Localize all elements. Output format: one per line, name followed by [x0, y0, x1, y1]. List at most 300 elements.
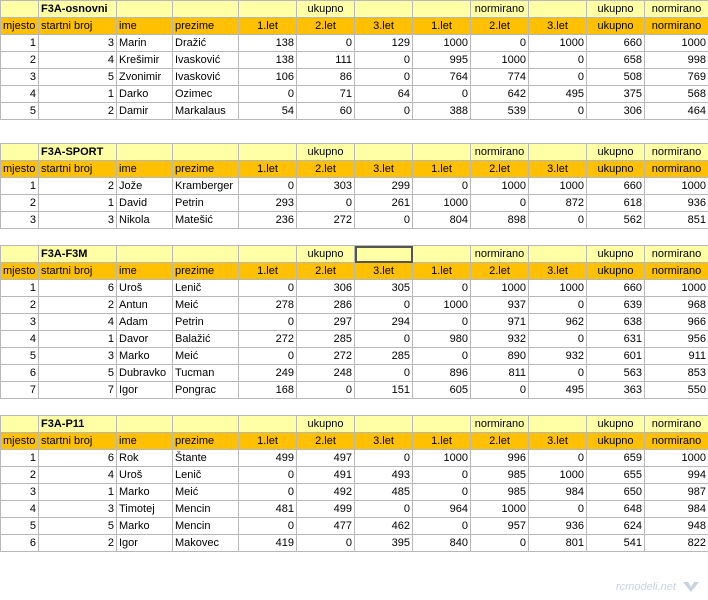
- section-title[interactable]: F3A-F3M: [39, 246, 117, 263]
- data-cell[interactable]: 650: [587, 484, 645, 501]
- data-cell[interactable]: Jože: [117, 178, 173, 195]
- data-cell[interactable]: 0: [413, 484, 471, 501]
- data-cell[interactable]: 822: [645, 535, 708, 552]
- data-cell[interactable]: 2: [1, 52, 39, 69]
- data-cell[interactable]: 477: [297, 518, 355, 535]
- cell-empty[interactable]: [413, 416, 471, 433]
- data-cell[interactable]: 0: [355, 450, 413, 467]
- data-cell[interactable]: 4: [1, 86, 39, 103]
- data-cell[interactable]: 987: [645, 484, 708, 501]
- data-cell[interactable]: Adam: [117, 314, 173, 331]
- data-cell[interactable]: 811: [471, 365, 529, 382]
- data-cell[interactable]: 0: [239, 280, 297, 297]
- data-cell[interactable]: 872: [529, 195, 587, 212]
- group-label-normirano[interactable]: normirano: [471, 144, 529, 161]
- column-header[interactable]: 1.let: [239, 263, 297, 280]
- data-cell[interactable]: 0: [239, 467, 297, 484]
- data-cell[interactable]: 541: [587, 535, 645, 552]
- data-cell[interactable]: Uroš: [117, 467, 173, 484]
- data-cell[interactable]: 6: [39, 450, 117, 467]
- data-cell[interactable]: 5: [39, 518, 117, 535]
- column-header[interactable]: startni broj: [39, 263, 117, 280]
- group-label-ukupno[interactable]: ukupno: [587, 416, 645, 433]
- data-cell[interactable]: 4: [1, 331, 39, 348]
- cell-empty[interactable]: [413, 246, 471, 263]
- data-cell[interactable]: 962: [529, 314, 587, 331]
- spacer-cell[interactable]: [1, 120, 708, 144]
- data-cell[interactable]: 985: [471, 467, 529, 484]
- data-cell[interactable]: 957: [471, 518, 529, 535]
- data-cell[interactable]: 4: [39, 467, 117, 484]
- data-cell[interactable]: Nikola: [117, 212, 173, 229]
- section-title[interactable]: F3A-osnovni: [39, 1, 117, 18]
- data-cell[interactable]: 1: [39, 195, 117, 212]
- cell-empty[interactable]: [355, 246, 413, 263]
- cell-empty[interactable]: [239, 144, 297, 161]
- column-header[interactable]: startni broj: [39, 433, 117, 450]
- cell-empty[interactable]: [173, 416, 239, 433]
- cell-empty[interactable]: [239, 246, 297, 263]
- data-cell[interactable]: 932: [471, 331, 529, 348]
- column-header[interactable]: 3.let: [355, 263, 413, 280]
- data-cell[interactable]: 495: [529, 86, 587, 103]
- data-cell[interactable]: 601: [587, 348, 645, 365]
- column-header[interactable]: 2.let: [471, 161, 529, 178]
- group-label-normirano[interactable]: normirano: [645, 246, 708, 263]
- data-cell[interactable]: 464: [645, 103, 708, 120]
- data-cell[interactable]: 462: [355, 518, 413, 535]
- cell-empty[interactable]: [239, 1, 297, 18]
- data-cell[interactable]: Balažić: [173, 331, 239, 348]
- data-cell[interactable]: 840: [413, 535, 471, 552]
- data-cell[interactable]: 638: [587, 314, 645, 331]
- data-cell[interactable]: Matešić: [173, 212, 239, 229]
- data-cell[interactable]: 980: [413, 331, 471, 348]
- data-cell[interactable]: 1000: [529, 280, 587, 297]
- data-cell[interactable]: 0: [529, 212, 587, 229]
- data-cell[interactable]: David: [117, 195, 173, 212]
- data-cell[interactable]: 2: [39, 535, 117, 552]
- column-header[interactable]: ime: [117, 263, 173, 280]
- column-header[interactable]: 3.let: [529, 433, 587, 450]
- data-cell[interactable]: 7: [1, 382, 39, 399]
- data-cell[interactable]: 278: [239, 297, 297, 314]
- data-cell[interactable]: 492: [297, 484, 355, 501]
- data-cell[interactable]: 2: [1, 297, 39, 314]
- column-header[interactable]: mjesto: [1, 433, 39, 450]
- cell-empty[interactable]: [239, 416, 297, 433]
- data-cell[interactable]: 1000: [471, 280, 529, 297]
- data-cell[interactable]: 5: [1, 518, 39, 535]
- data-cell[interactable]: 1: [1, 280, 39, 297]
- data-cell[interactable]: 0: [471, 535, 529, 552]
- data-cell[interactable]: 3: [39, 501, 117, 518]
- column-header[interactable]: 2.let: [297, 263, 355, 280]
- data-cell[interactable]: 998: [645, 52, 708, 69]
- data-cell[interactable]: 0: [413, 348, 471, 365]
- data-cell[interactable]: 285: [355, 348, 413, 365]
- group-label-ukupno[interactable]: ukupno: [297, 416, 355, 433]
- data-cell[interactable]: 0: [529, 69, 587, 86]
- data-cell[interactable]: 971: [471, 314, 529, 331]
- data-cell[interactable]: Igor: [117, 535, 173, 552]
- data-cell[interactable]: 2: [1, 467, 39, 484]
- data-cell[interactable]: 261: [355, 195, 413, 212]
- data-cell[interactable]: 568: [645, 86, 708, 103]
- data-cell[interactable]: 0: [297, 195, 355, 212]
- data-cell[interactable]: 363: [587, 382, 645, 399]
- data-cell[interactable]: 890: [471, 348, 529, 365]
- data-cell[interactable]: 7: [39, 382, 117, 399]
- group-label-ukupno[interactable]: ukupno: [587, 1, 645, 18]
- data-cell[interactable]: 618: [587, 195, 645, 212]
- column-header[interactable]: mjesto: [1, 263, 39, 280]
- data-cell[interactable]: 2: [39, 178, 117, 195]
- column-header[interactable]: normirano: [645, 433, 708, 450]
- data-cell[interactable]: 769: [645, 69, 708, 86]
- column-header[interactable]: ukupno: [587, 263, 645, 280]
- data-cell[interactable]: 660: [587, 178, 645, 195]
- column-header[interactable]: 3.let: [529, 161, 587, 178]
- data-cell[interactable]: 0: [471, 382, 529, 399]
- data-cell[interactable]: 3: [1, 484, 39, 501]
- data-cell[interactable]: 493: [355, 467, 413, 484]
- data-cell[interactable]: 508: [587, 69, 645, 86]
- column-header[interactable]: startni broj: [39, 161, 117, 178]
- data-cell[interactable]: 550: [645, 382, 708, 399]
- data-cell[interactable]: 0: [413, 86, 471, 103]
- data-cell[interactable]: 0: [413, 178, 471, 195]
- data-cell[interactable]: 138: [239, 35, 297, 52]
- group-label-ukupno[interactable]: ukupno: [587, 246, 645, 263]
- cell-empty[interactable]: [117, 144, 173, 161]
- data-cell[interactable]: 0: [529, 365, 587, 382]
- data-cell[interactable]: Meić: [173, 297, 239, 314]
- data-cell[interactable]: 236: [239, 212, 297, 229]
- data-cell[interactable]: 495: [529, 382, 587, 399]
- data-cell[interactable]: 0: [239, 178, 297, 195]
- data-cell[interactable]: 395: [355, 535, 413, 552]
- data-cell[interactable]: 3: [39, 35, 117, 52]
- data-cell[interactable]: 1000: [645, 280, 708, 297]
- data-cell[interactable]: 1000: [471, 52, 529, 69]
- column-header[interactable]: ime: [117, 433, 173, 450]
- data-cell[interactable]: 956: [645, 331, 708, 348]
- data-cell[interactable]: 1000: [645, 35, 708, 52]
- data-cell[interactable]: 0: [413, 467, 471, 484]
- cell-empty[interactable]: [1, 1, 39, 18]
- data-cell[interactable]: 5: [39, 69, 117, 86]
- column-header[interactable]: 3.let: [529, 18, 587, 35]
- data-cell[interactable]: 3: [1, 314, 39, 331]
- data-cell[interactable]: Meić: [173, 484, 239, 501]
- data-cell[interactable]: 5: [1, 103, 39, 120]
- data-cell[interactable]: 286: [297, 297, 355, 314]
- column-header[interactable]: 1.let: [239, 18, 297, 35]
- column-header[interactable]: normirano: [645, 263, 708, 280]
- column-header[interactable]: 3.let: [355, 161, 413, 178]
- data-cell[interactable]: 764: [413, 69, 471, 86]
- data-cell[interactable]: 0: [355, 501, 413, 518]
- data-cell[interactable]: 0: [471, 195, 529, 212]
- data-cell[interactable]: 655: [587, 467, 645, 484]
- column-header[interactable]: 3.let: [355, 18, 413, 35]
- data-cell[interactable]: 54: [239, 103, 297, 120]
- data-cell[interactable]: 0: [297, 382, 355, 399]
- data-cell[interactable]: Dubravko: [117, 365, 173, 382]
- cell-empty[interactable]: [117, 416, 173, 433]
- column-header[interactable]: ukupno: [587, 433, 645, 450]
- cell-empty[interactable]: [1, 144, 39, 161]
- data-cell[interactable]: 658: [587, 52, 645, 69]
- data-cell[interactable]: Petrin: [173, 195, 239, 212]
- data-cell[interactable]: 660: [587, 35, 645, 52]
- data-cell[interactable]: 272: [239, 331, 297, 348]
- column-header[interactable]: 2.let: [471, 263, 529, 280]
- data-cell[interactable]: 168: [239, 382, 297, 399]
- data-cell[interactable]: 964: [413, 501, 471, 518]
- data-cell[interactable]: 932: [529, 348, 587, 365]
- data-cell[interactable]: Petrin: [173, 314, 239, 331]
- data-cell[interactable]: Marko: [117, 348, 173, 365]
- data-cell[interactable]: 0: [355, 69, 413, 86]
- data-cell[interactable]: 639: [587, 297, 645, 314]
- data-cell[interactable]: 1000: [529, 178, 587, 195]
- data-cell[interactable]: 297: [297, 314, 355, 331]
- column-header[interactable]: prezime: [173, 161, 239, 178]
- data-cell[interactable]: 0: [355, 365, 413, 382]
- data-cell[interactable]: 937: [471, 297, 529, 314]
- data-cell[interactable]: 1000: [413, 297, 471, 314]
- data-cell[interactable]: 129: [355, 35, 413, 52]
- column-header[interactable]: 2.let: [297, 161, 355, 178]
- group-label-normirano[interactable]: normirano: [645, 1, 708, 18]
- data-cell[interactable]: Uroš: [117, 280, 173, 297]
- group-label-normirano[interactable]: normirano: [471, 1, 529, 18]
- group-label-ukupno[interactable]: ukupno: [297, 1, 355, 18]
- data-cell[interactable]: 642: [471, 86, 529, 103]
- data-cell[interactable]: 1: [39, 86, 117, 103]
- group-label-ukupno[interactable]: ukupno: [587, 144, 645, 161]
- data-cell[interactable]: 293: [239, 195, 297, 212]
- data-cell[interactable]: 249: [239, 365, 297, 382]
- data-cell[interactable]: 388: [413, 103, 471, 120]
- data-cell[interactable]: 6: [1, 535, 39, 552]
- cell-empty[interactable]: [173, 246, 239, 263]
- data-cell[interactable]: 994: [645, 467, 708, 484]
- data-cell[interactable]: 911: [645, 348, 708, 365]
- data-cell[interactable]: Dražić: [173, 35, 239, 52]
- data-cell[interactable]: 6: [39, 280, 117, 297]
- cell-empty[interactable]: [173, 1, 239, 18]
- data-cell[interactable]: Tucman: [173, 365, 239, 382]
- data-cell[interactable]: 485: [355, 484, 413, 501]
- data-cell[interactable]: 299: [355, 178, 413, 195]
- spacer-cell[interactable]: [1, 229, 708, 246]
- group-label-normirano[interactable]: normirano: [471, 246, 529, 263]
- column-header[interactable]: normirano: [645, 18, 708, 35]
- data-cell[interactable]: Lenič: [173, 280, 239, 297]
- data-cell[interactable]: 1000: [413, 450, 471, 467]
- cell-empty[interactable]: [529, 1, 587, 18]
- column-header[interactable]: 1.let: [413, 161, 471, 178]
- column-header[interactable]: prezime: [173, 18, 239, 35]
- data-cell[interactable]: 0: [355, 331, 413, 348]
- column-header[interactable]: mjesto: [1, 161, 39, 178]
- data-cell[interactable]: Ivasković: [173, 69, 239, 86]
- data-cell[interactable]: 4: [39, 52, 117, 69]
- data-cell[interactable]: 5: [1, 348, 39, 365]
- data-cell[interactable]: Marin: [117, 35, 173, 52]
- data-cell[interactable]: 111: [297, 52, 355, 69]
- data-cell[interactable]: 984: [529, 484, 587, 501]
- cell-empty[interactable]: [355, 1, 413, 18]
- data-cell[interactable]: 499: [239, 450, 297, 467]
- data-cell[interactable]: 305: [355, 280, 413, 297]
- data-cell[interactable]: Markalaus: [173, 103, 239, 120]
- data-cell[interactable]: 151: [355, 382, 413, 399]
- data-cell[interactable]: Lenič: [173, 467, 239, 484]
- data-cell[interactable]: 0: [529, 52, 587, 69]
- data-cell[interactable]: 563: [587, 365, 645, 382]
- data-cell[interactable]: 801: [529, 535, 587, 552]
- data-cell[interactable]: 481: [239, 501, 297, 518]
- column-header[interactable]: 2.let: [297, 18, 355, 35]
- data-cell[interactable]: 0: [355, 212, 413, 229]
- data-cell[interactable]: 0: [355, 103, 413, 120]
- data-cell[interactable]: 60: [297, 103, 355, 120]
- data-cell[interactable]: 0: [297, 35, 355, 52]
- group-label-normirano[interactable]: normirano: [471, 416, 529, 433]
- data-cell[interactable]: 86: [297, 69, 355, 86]
- column-header[interactable]: 3.let: [529, 263, 587, 280]
- data-cell[interactable]: 539: [471, 103, 529, 120]
- data-cell[interactable]: 0: [239, 314, 297, 331]
- column-header[interactable]: prezime: [173, 433, 239, 450]
- column-header[interactable]: 1.let: [239, 161, 297, 178]
- column-header[interactable]: prezime: [173, 263, 239, 280]
- data-cell[interactable]: Mencin: [173, 518, 239, 535]
- data-cell[interactable]: 898: [471, 212, 529, 229]
- data-cell[interactable]: 0: [355, 297, 413, 314]
- data-cell[interactable]: 491: [297, 467, 355, 484]
- data-cell[interactable]: 851: [645, 212, 708, 229]
- data-cell[interactable]: 138: [239, 52, 297, 69]
- data-cell[interactable]: 1000: [645, 178, 708, 195]
- data-cell[interactable]: 272: [297, 212, 355, 229]
- data-cell[interactable]: 1000: [413, 195, 471, 212]
- data-cell[interactable]: 936: [529, 518, 587, 535]
- data-cell[interactable]: 1000: [529, 35, 587, 52]
- data-cell[interactable]: 0: [413, 280, 471, 297]
- column-header[interactable]: startni broj: [39, 18, 117, 35]
- data-cell[interactable]: 0: [413, 518, 471, 535]
- data-cell[interactable]: 306: [297, 280, 355, 297]
- data-cell[interactable]: 0: [529, 450, 587, 467]
- data-cell[interactable]: 375: [587, 86, 645, 103]
- data-cell[interactable]: 774: [471, 69, 529, 86]
- data-cell[interactable]: 948: [645, 518, 708, 535]
- column-header[interactable]: ime: [117, 161, 173, 178]
- data-cell[interactable]: Igor: [117, 382, 173, 399]
- data-cell[interactable]: 4: [1, 501, 39, 518]
- data-cell[interactable]: 624: [587, 518, 645, 535]
- data-cell[interactable]: 896: [413, 365, 471, 382]
- data-cell[interactable]: 1000: [471, 178, 529, 195]
- data-cell[interactable]: 1000: [471, 501, 529, 518]
- column-header[interactable]: 1.let: [413, 433, 471, 450]
- data-cell[interactable]: 0: [239, 348, 297, 365]
- column-header[interactable]: 1.let: [239, 433, 297, 450]
- data-cell[interactable]: 1000: [413, 35, 471, 52]
- cell-empty[interactable]: [413, 144, 471, 161]
- data-cell[interactable]: 1: [1, 35, 39, 52]
- data-cell[interactable]: Rok: [117, 450, 173, 467]
- cell-empty[interactable]: [529, 144, 587, 161]
- data-cell[interactable]: Marko: [117, 518, 173, 535]
- data-cell[interactable]: Antun: [117, 297, 173, 314]
- data-cell[interactable]: 272: [297, 348, 355, 365]
- cell-empty[interactable]: [173, 144, 239, 161]
- data-cell[interactable]: 0: [355, 52, 413, 69]
- column-header[interactable]: 2.let: [471, 18, 529, 35]
- data-cell[interactable]: Kramberger: [173, 178, 239, 195]
- data-cell[interactable]: Meić: [173, 348, 239, 365]
- data-cell[interactable]: 936: [645, 195, 708, 212]
- column-header[interactable]: 3.let: [355, 433, 413, 450]
- data-cell[interactable]: 0: [529, 297, 587, 314]
- cell-empty[interactable]: [529, 416, 587, 433]
- column-header[interactable]: 2.let: [297, 433, 355, 450]
- data-cell[interactable]: 5: [39, 365, 117, 382]
- data-cell[interactable]: 995: [413, 52, 471, 69]
- column-header[interactable]: ime: [117, 18, 173, 35]
- data-cell[interactable]: 4: [39, 314, 117, 331]
- data-cell[interactable]: 660: [587, 280, 645, 297]
- data-cell[interactable]: 853: [645, 365, 708, 382]
- data-cell[interactable]: 2: [1, 195, 39, 212]
- data-cell[interactable]: 499: [297, 501, 355, 518]
- column-header[interactable]: ukupno: [587, 18, 645, 35]
- data-cell[interactable]: 285: [297, 331, 355, 348]
- data-cell[interactable]: Štante: [173, 450, 239, 467]
- data-cell[interactable]: 3: [39, 348, 117, 365]
- data-cell[interactable]: 1: [39, 331, 117, 348]
- spacer-cell[interactable]: [1, 399, 708, 416]
- data-cell[interactable]: 1000: [529, 467, 587, 484]
- data-cell[interactable]: 294: [355, 314, 413, 331]
- cell-empty[interactable]: [117, 246, 173, 263]
- data-cell[interactable]: Marko: [117, 484, 173, 501]
- cell-empty[interactable]: [1, 416, 39, 433]
- column-header[interactable]: mjesto: [1, 18, 39, 35]
- data-cell[interactable]: 106: [239, 69, 297, 86]
- data-cell[interactable]: 562: [587, 212, 645, 229]
- data-cell[interactable]: 419: [239, 535, 297, 552]
- group-label-normirano[interactable]: normirano: [645, 144, 708, 161]
- data-cell[interactable]: 985: [471, 484, 529, 501]
- data-cell[interactable]: 1: [1, 178, 39, 195]
- data-cell[interactable]: 0: [529, 103, 587, 120]
- column-header[interactable]: 1.let: [413, 263, 471, 280]
- cell-empty[interactable]: [413, 1, 471, 18]
- cell-empty[interactable]: [529, 246, 587, 263]
- data-cell[interactable]: 0: [239, 484, 297, 501]
- column-header[interactable]: 1.let: [413, 18, 471, 35]
- data-cell[interactable]: 248: [297, 365, 355, 382]
- data-cell[interactable]: Mencin: [173, 501, 239, 518]
- data-cell[interactable]: Krešimir: [117, 52, 173, 69]
